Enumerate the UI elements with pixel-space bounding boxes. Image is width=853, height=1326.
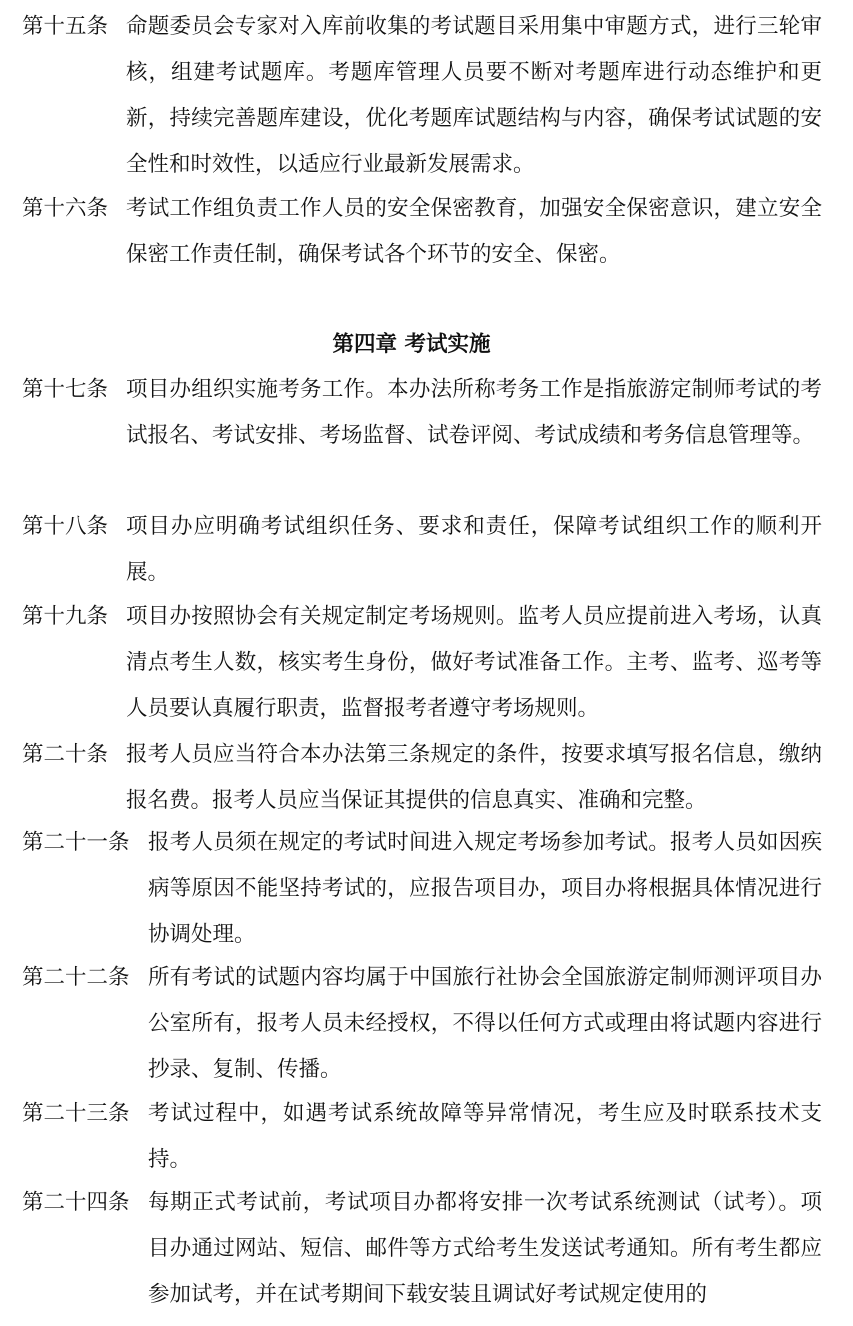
article-15 — [22, 4, 822, 188]
article-number: 第十五条 — [22, 14, 109, 39]
article-16 — [22, 186, 822, 278]
article-number: 第十六条 — [22, 196, 109, 221]
article-number: 第十八条 — [22, 514, 109, 539]
article-text: 所有考试的试题内容均属于中国旅行社协会全国旅游定制师测评项目办公室所有，报考人员未经授权，不得以任何方式或理由将试题内容进行抄录、复制、传播。 — [148, 965, 822, 1082]
article-text: 考试工作组负责工作人员的安全保密教育，加强安全保密意识，建立安全保密工作责任制，确保考试各个环节的安全、保密。 — [126, 196, 822, 267]
article-number: 第二十条 — [22, 742, 109, 767]
article-text: 项目办按照协会有关规定制定考场规则。监考人员应提前进入考场，认真清点考生人数，核实考生身份，做好考试准备工作。主考、监考、巡考等人员要认真履行职责，监督报考者遵守考场规则。 — [126, 604, 822, 721]
article-23 — [22, 1091, 822, 1183]
article-number: 第二十二条 — [22, 965, 130, 990]
article-text: 项目办组织实施考务工作。本办法所称考务工作是指旅游定制师考试的考试报名、考试安排、考场监督、试卷评阅、考试成绩和考务信息管理等。 — [126, 377, 822, 448]
article-21 — [22, 820, 822, 958]
article-22 — [22, 955, 822, 1093]
article-text: 每期正式考试前，考试项目办都将安排一次考试系统测试（试考）。项目办通过网站、短信、邮件等方式给考生发送试考通知。所有考生都应参加试考，并在试考期间下载安装且调试好考试规定使用的 — [148, 1190, 822, 1307]
article-20 — [22, 732, 822, 824]
chapter-title: 第四章 考试实施 — [332, 332, 491, 357]
article-text: 命题委员会专家对入库前收集的考试题目采用集中审题方式，进行三轮审核，组建考试题库。考题库管理人员要不断对考题库进行动态维护和更新，持续完善题库建设，优化考题库试题结构与内容，确保考试试题的安全性和时效性，以适应行业最新发展需求。 — [126, 14, 822, 177]
article-number: 第二十四条 — [22, 1190, 130, 1215]
article-24 — [22, 1180, 822, 1318]
article-text: 报考人员须在规定的考试时间进入规定考场参加考试。报考人员如因疾病等原因不能坚持考试的，应报告项目办，项目办将根据具体情况进行协调处理。 — [148, 830, 822, 947]
article-18 — [22, 504, 822, 596]
article-number: 第二十一条 — [22, 830, 130, 855]
article-text: 项目办应明确考试组织任务、要求和责任，保障考试组织工作的顺利开展。 — [126, 514, 822, 585]
article-text: 考试过程中，如遇考试系统故障等异常情况，考生应及时联系技术支持。 — [148, 1101, 822, 1172]
article-number: 第十九条 — [22, 604, 109, 629]
article-number: 第二十三条 — [22, 1101, 130, 1126]
article-17 — [22, 367, 822, 459]
article-text: 报考人员应当符合本办法第三条规定的条件，按要求填写报名信息，缴纳报名费。报考人员应当保证其提供的信息真实、准确和完整。 — [126, 742, 822, 813]
article-number: 第十七条 — [22, 377, 109, 402]
article-19 — [22, 594, 822, 732]
